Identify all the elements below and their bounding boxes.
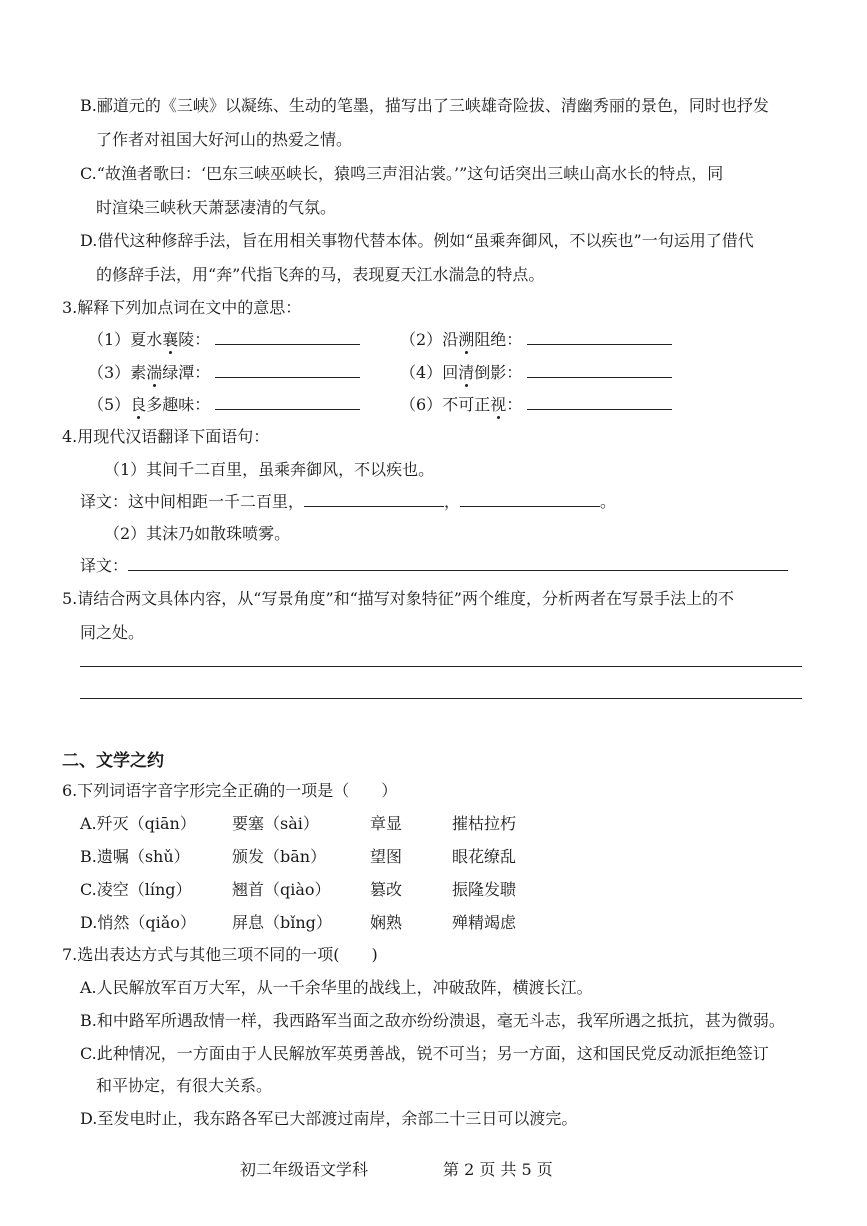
q6-d-word-4: 殚精竭虑 bbox=[452, 913, 517, 932]
q2-option-c-line1: C.“故渔者歌曰：‘巴东三峡巫峡长，猿鸣三声泪沾裳。’”这句话突出三峡山高水长的特点，同 bbox=[80, 164, 724, 183]
q5-line2: 同之处。 bbox=[80, 623, 145, 642]
q6-option-c: C.凌空（líng） bbox=[80, 880, 192, 899]
footer-subject: 初二年级语文学科 bbox=[240, 1160, 369, 1179]
q3-answer-blank-1[interactable] bbox=[215, 343, 360, 345]
q2-option-b-line2: 了作者对祖国大好河山的热爱之情。 bbox=[96, 130, 353, 149]
q3-answer-blank-2[interactable] bbox=[527, 343, 672, 345]
q6-c-word-4: 振隆发聩 bbox=[452, 880, 517, 899]
footer-page-number: 第 2 页 共 5 页 bbox=[443, 1160, 553, 1179]
q6-c-word-2: 翘首（qiào） bbox=[232, 880, 331, 899]
q3-item-3: （3）素湍绿潭： bbox=[88, 360, 360, 383]
q3-item-6: （6）不可正视： bbox=[400, 392, 672, 415]
q6-option-a: A.歼灭（qiān） bbox=[80, 814, 196, 833]
q5-answer-line-1[interactable] bbox=[80, 666, 802, 667]
q4-translation-1-blank-b[interactable] bbox=[460, 505, 600, 507]
q6-a-word-3: 章显 bbox=[370, 814, 403, 833]
q2-option-d-line1: D.借代这种修辞手法，旨在用相关事物代替本体。例如“虽乘奔御风，不以疾也”一句运用了借代 bbox=[80, 231, 754, 250]
section-2-title: 二、文学之约 bbox=[62, 751, 164, 771]
q6-d-word-3: 娴熟 bbox=[370, 913, 403, 932]
q4-translation-1-blank-a[interactable] bbox=[304, 505, 444, 507]
q7-option-c-line2: 和平协定，有很大关系。 bbox=[96, 1076, 273, 1095]
q7-option-b: B.和中路军所遇敌情一样，我西路军当面之敌亦纷纷溃退，毫无斗志，我军所遇之抵抗，甚为微弱。 bbox=[80, 1011, 785, 1030]
q7-option-a: A.人民解放军百万大军，从一千余华里的战线上，冲破敌阵，横渡长江。 bbox=[80, 978, 593, 997]
q7-option-c-line1: C.此种情况，一方面由于人民解放军英勇善战，锐不可当；另一方面，这和国民党反动派拒绝签订 bbox=[80, 1044, 769, 1063]
q5-line1: 5.请结合两文具体内容，从“写景角度”和“描写对象特征”两个维度，分析两者在写景手法上的不 bbox=[62, 589, 734, 608]
q6-a-word-4: 摧枯拉朽 bbox=[452, 814, 517, 833]
q3-item-2: （2）沿溯阻绝： bbox=[400, 327, 672, 350]
q6-option-b: B.遗嘱（shǔ） bbox=[80, 847, 190, 866]
q7-stem: 7.选出表达方式与其他三项不同的一项( ) bbox=[62, 945, 378, 964]
q3-answer-blank-4[interactable] bbox=[527, 376, 672, 378]
q2-option-b-line1: B.郦道元的《三峡》以凝练、生动的笔墨，描写出了三峡雄奇险拔、清幽秀丽的景色，同时也抒发 bbox=[80, 96, 769, 115]
q7-option-d: D.至发电时止，我东路各军已大部渡过南岸，余部二十三日可以渡完。 bbox=[80, 1109, 578, 1128]
q3-item-4: （4）回清倒影： bbox=[400, 360, 672, 383]
q4-translation-1: 译文：这中间相距一千二百里， ， 。 bbox=[80, 492, 617, 511]
q6-d-word-2: 屏息（bǐng） bbox=[232, 913, 332, 932]
q4-sentence-1: （1）其间千二百里，虽乘奔御风，不以疾也。 bbox=[104, 460, 435, 479]
q6-c-word-3: 篡改 bbox=[370, 880, 403, 899]
q2-option-d-line2: 的修辞手法，用“奔”代指飞奔的马，表现夏天江水湍急的特点。 bbox=[96, 265, 545, 284]
q4-translation-2: 译文： bbox=[80, 553, 788, 576]
q4-translation-2-blank[interactable] bbox=[128, 569, 788, 571]
q3-answer-blank-5[interactable] bbox=[215, 408, 360, 410]
q6-b-word-3: 望图 bbox=[370, 847, 403, 866]
q3-answer-blank-3[interactable] bbox=[215, 376, 360, 378]
q4-stem: 4.用现代汉语翻译下面语句： bbox=[62, 427, 270, 446]
q3-stem: 3.解释下列加点词在文中的意思： bbox=[62, 298, 302, 317]
q6-b-word-2: 颁发（bān） bbox=[232, 847, 327, 866]
q6-option-d: D.悄然（qiǎo） bbox=[80, 913, 196, 932]
q2-option-c-line2: 时渲染三峡秋天萧瑟凄清的气氛。 bbox=[96, 198, 337, 217]
q6-stem: 6.下列词语字音字形完全正确的一项是（ ） bbox=[62, 781, 398, 800]
q3-answer-blank-6[interactable] bbox=[527, 408, 672, 410]
q3-item-1: （1）夏水襄陵： bbox=[88, 327, 360, 350]
q6-b-word-4: 眼花缭乱 bbox=[452, 847, 517, 866]
q4-sentence-2: （2）其沫乃如散珠喷雾。 bbox=[104, 524, 291, 543]
q3-item-5: （5）良多趣味： bbox=[88, 392, 360, 415]
q6-a-word-2: 要塞（sài） bbox=[232, 814, 319, 833]
q5-answer-line-2[interactable] bbox=[80, 698, 802, 699]
